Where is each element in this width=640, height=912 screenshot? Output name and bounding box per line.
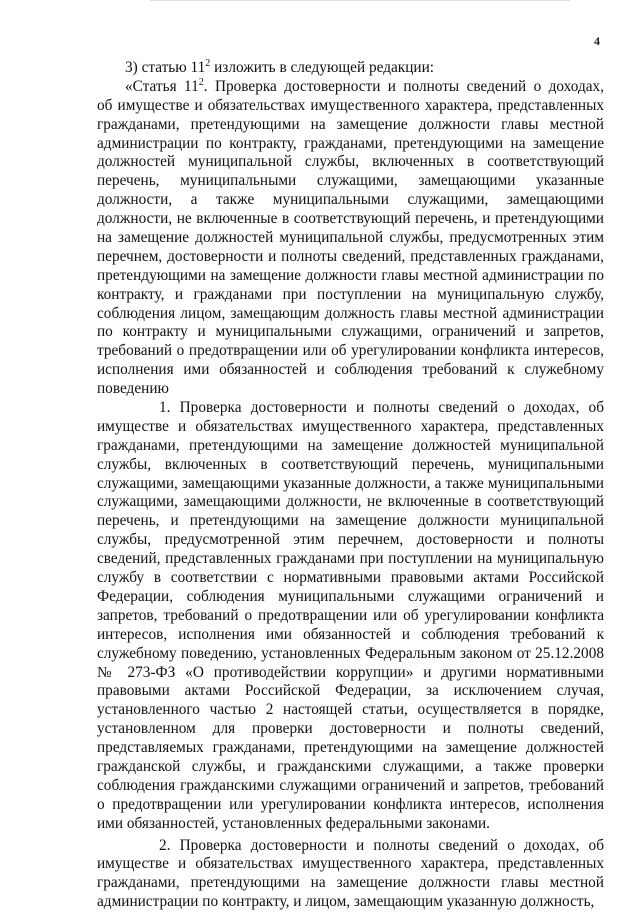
text-line: соблюдения гражданскими служащими ограничений и запретов, требований <box>97 776 604 794</box>
text-line: на замещение должностей муниципальной службы, предусмотренных этим <box>97 229 604 247</box>
text-line: службы, предусмотренной этим перечнем, достоверности и полноты <box>97 531 604 549</box>
amendment-heading: 3) статью $11^2$ изложить в следующей редакции: <box>125 57 435 76</box>
article-text <box>97 97 604 912</box>
text-line: установленного частью 2 настоящей статьи, осуществляется в порядке, <box>97 701 604 719</box>
text-line: администрации по контракту, гражданами, претендующими на замещение <box>97 134 604 152</box>
text-line: перечень, и претендующими на замещение должности муниципальной <box>97 512 604 530</box>
text-line: служащими, замещающими должности, не включенные в соответствующий <box>97 493 604 511</box>
text-line: должности, не включенные в соответствующий перечень, и претендующими <box>97 210 604 228</box>
text-line: служебному поведению, установленных Федеральным законом от 25.12.2008 <box>97 644 604 662</box>
text-line: гражданами, претендующими на замещение должностей муниципальной <box>97 436 604 454</box>
scan-edge <box>150 0 570 4</box>
text-line: ими обязанностей, установленных федеральными законами. <box>97 814 491 832</box>
page-number: 4 <box>594 34 600 48</box>
text-line: по контракту и муниципальными служащими, ограничений и запретов, <box>97 323 604 341</box>
text-line: контракту, и гражданами при поступлении на муниципальную службу, <box>97 285 604 303</box>
text-line: 2. Проверка достоверности и полноты сведений о доходах, об <box>159 836 604 854</box>
text-line: представляемых гражданами, претендующими на замещение должностей <box>97 739 604 757</box>
text-line: интересов, исполнения ими обязанностей и соблюдения требований к <box>97 625 604 643</box>
text-line: должности, а также муниципальными служащими, замещающими <box>97 191 604 209</box>
text-line: претендующими на замещение должности главы местной администрации по <box>97 266 604 284</box>
text-line: установленном для проверки достоверности и полноты сведений, <box>97 720 604 738</box>
text-line: перечень, муниципальными служащими, замещающими указанные <box>97 172 604 190</box>
text-line: перечнем, достоверности и полноты сведений, представленных гражданами, <box>97 247 604 265</box>
text-line: гражданами, претендующими на замещение должности главы местной <box>97 874 604 892</box>
text-line: должностей муниципальной службы, включенных в соответствующий <box>97 153 604 171</box>
article-title-line: «Статья $11^2$. Проверка достоверности и полноты сведений о доходах, <box>125 76 605 95</box>
text-line: требований о предотвращении или об урегулировании конфликта интересов, <box>97 342 604 360</box>
document-body <box>97 59 604 912</box>
text-line: службы, включенных в соответствующий перечень, муниципальными <box>97 455 604 473</box>
text-line: гражданами, претендующими на замещение должности главы местной <box>97 115 604 133</box>
text-line: Федерации, соблюдения муниципальными служащими ограничений и <box>97 587 604 605</box>
text-line: соблюдения лицом, замещающим должность главы местной администрации <box>97 304 604 322</box>
text-line: гражданской службы, и гражданскими служащими, а также проверки <box>97 757 604 775</box>
text-line: службу в соответствии с нормативными правовыми актами Российской <box>97 569 604 587</box>
text-line: поведению <box>97 380 169 398</box>
text-line: исполнения ими обязанностей и соблюдения требований к служебному <box>97 361 604 379</box>
text-line: № 273-ФЗ «О противодействии коррупции» и другими нормативными <box>97 663 604 681</box>
text-line: запретов, требований о предотвращении или об урегулировании конфликта <box>97 606 604 624</box>
text-line: правовыми актами Российской Федерации, за исключением случая, <box>97 682 604 700</box>
text-line: сведений, представленных гражданами при поступлении на муниципальную <box>97 550 604 568</box>
text-line: об имуществе и обязательствах имущественного характера, представленных <box>97 96 604 114</box>
text-line: служащими, замещающими указанные должности, а также муниципальными <box>97 474 604 492</box>
text-line: имуществе и обязательствах имущественного характера, представленных <box>97 855 604 873</box>
text-line: о предотвращении или урегулировании конфликта интересов, исполнения <box>97 795 604 813</box>
text-line: имуществе и обязательствах имущественного характера, представленных <box>97 417 604 435</box>
text-line: администрации по контракту, и лицом, замещающим указанную должность, <box>97 893 595 911</box>
text-line: 1. Проверка достоверности и полноты сведений о доходах, об <box>159 399 604 417</box>
